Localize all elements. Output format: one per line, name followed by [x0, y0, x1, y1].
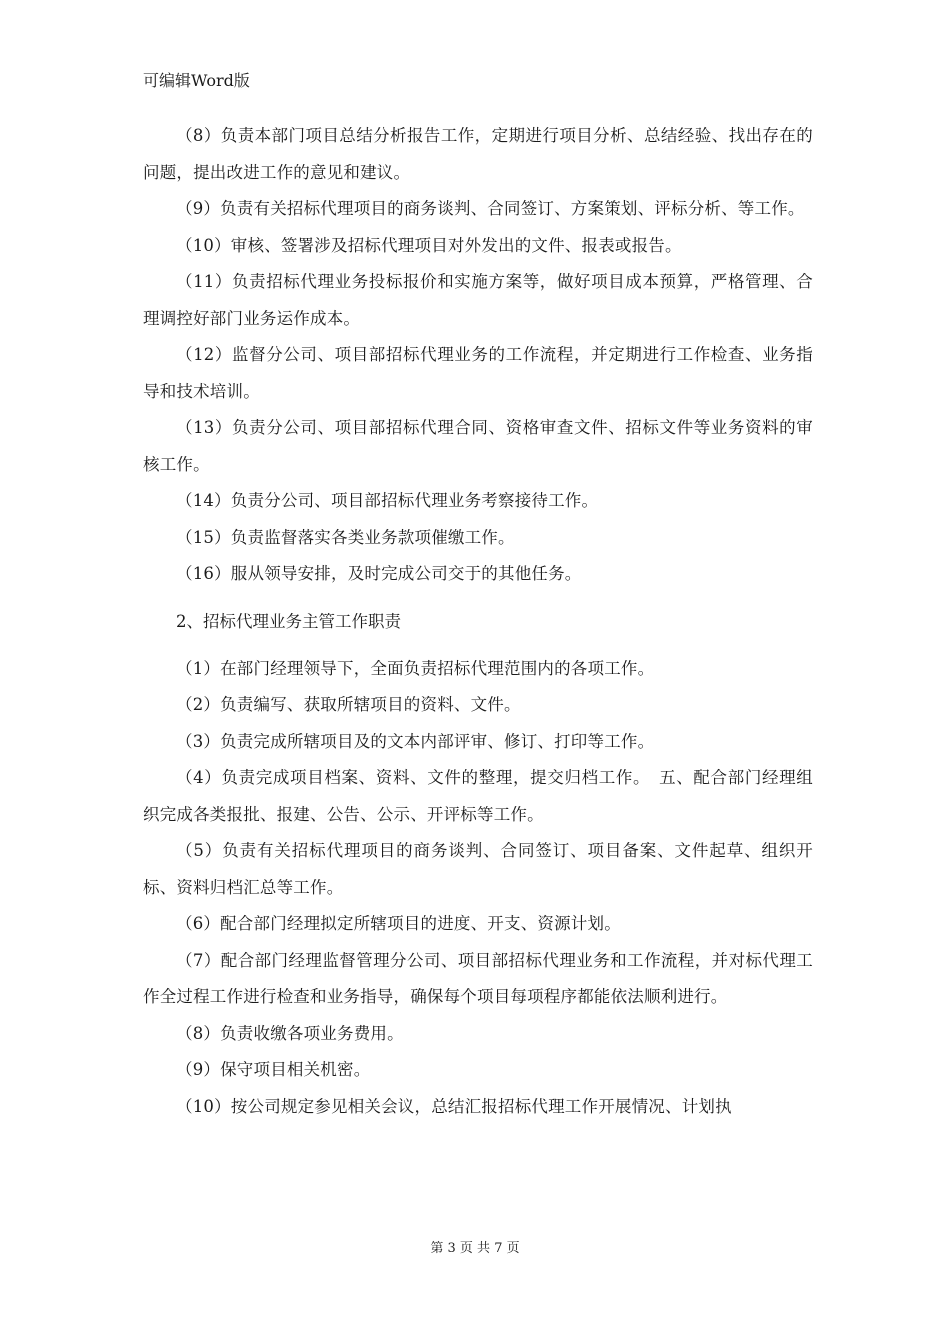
document-header: 可编辑Word版 [143, 71, 250, 90]
document-body [143, 118, 813, 1125]
paragraph: （8）负责收缴各项业务费用。 [176, 1023, 404, 1043]
paragraph: （15）负责监督落实各类业务款项催缴工作。 [176, 527, 515, 547]
paragraph: （10）审核、签署涉及招标代理项目对外发出的文件、报表或报告。 [176, 235, 682, 255]
paragraph: （4）负责完成项目档案、资料、文件的整理，提交归档工作。 五、配合部门经理组织完成各类报批、报建、公告、公示、开评标等工作。 [143, 768, 813, 824]
paragraph: （14）负责分公司、项目部招标代理业务考察接待工作。 [176, 491, 599, 510]
paragraph: （16）服从领导安排，及时完成公司交于的其他任务。 [176, 564, 582, 583]
paragraph: （11）负责招标代理业务投标报价和实施方案等，做好项目成本预算，严格管理、合理调控好部门业务运作成本。 [143, 272, 813, 328]
paragraph: （9）保守项目相关机密。 [176, 1060, 371, 1079]
paragraph: （7）配合部门经理监督管理分公司、项目部招标代理业务和工作流程，并对标代理工作全过程工作进行检查和业务指导，确保每个项目每项程序都能依法顺利进行。 [143, 950, 813, 1006]
paragraph: （8）负责本部门项目总结分析报告工作，定期进行项目分析、总结经验、找出存在的问题，提出改进工作的意见和建议。 [143, 126, 813, 182]
paragraph: （13）负责分公司、项目部招标代理合同、资格审查文件、招标文件等业务资料的审核工作。 [143, 418, 813, 474]
section-title: 2、招标代理业务主管工作职责 [176, 611, 401, 631]
paragraph: （10）按公司规定参见相关会议，总结汇报招标代理工作开展情况、计划执 [176, 1096, 732, 1116]
paragraph: （2）负责编写、获取所辖项目的资料、文件。 [176, 695, 521, 714]
paragraph: （9）负责有关招标代理项目的商务谈判、合同签订、方案策划、评标分析、等工作。 [176, 199, 805, 218]
page-number-footer: 第 3 页 共 7 页 [430, 1241, 520, 1256]
paragraph: （6）配合部门经理拟定所辖项目的进度、开支、资源计划。 [176, 914, 621, 933]
paragraph: （3）负责完成所辖项目及的文本内部评审、修订、打印等工作。 [176, 731, 655, 751]
paragraph: （1）在部门经理领导下，全面负责招标代理范围内的各项工作。 [176, 658, 655, 678]
paragraph: （5）负责有关招标代理项目的商务谈判、合同签订、项目备案、文件起草、组织开标、资料归档汇总等工作。 [143, 841, 813, 897]
paragraph: （12）监督分公司、项目部招标代理业务的工作流程，并定期进行工作检查、业务指导和技术培训。 [143, 345, 813, 401]
